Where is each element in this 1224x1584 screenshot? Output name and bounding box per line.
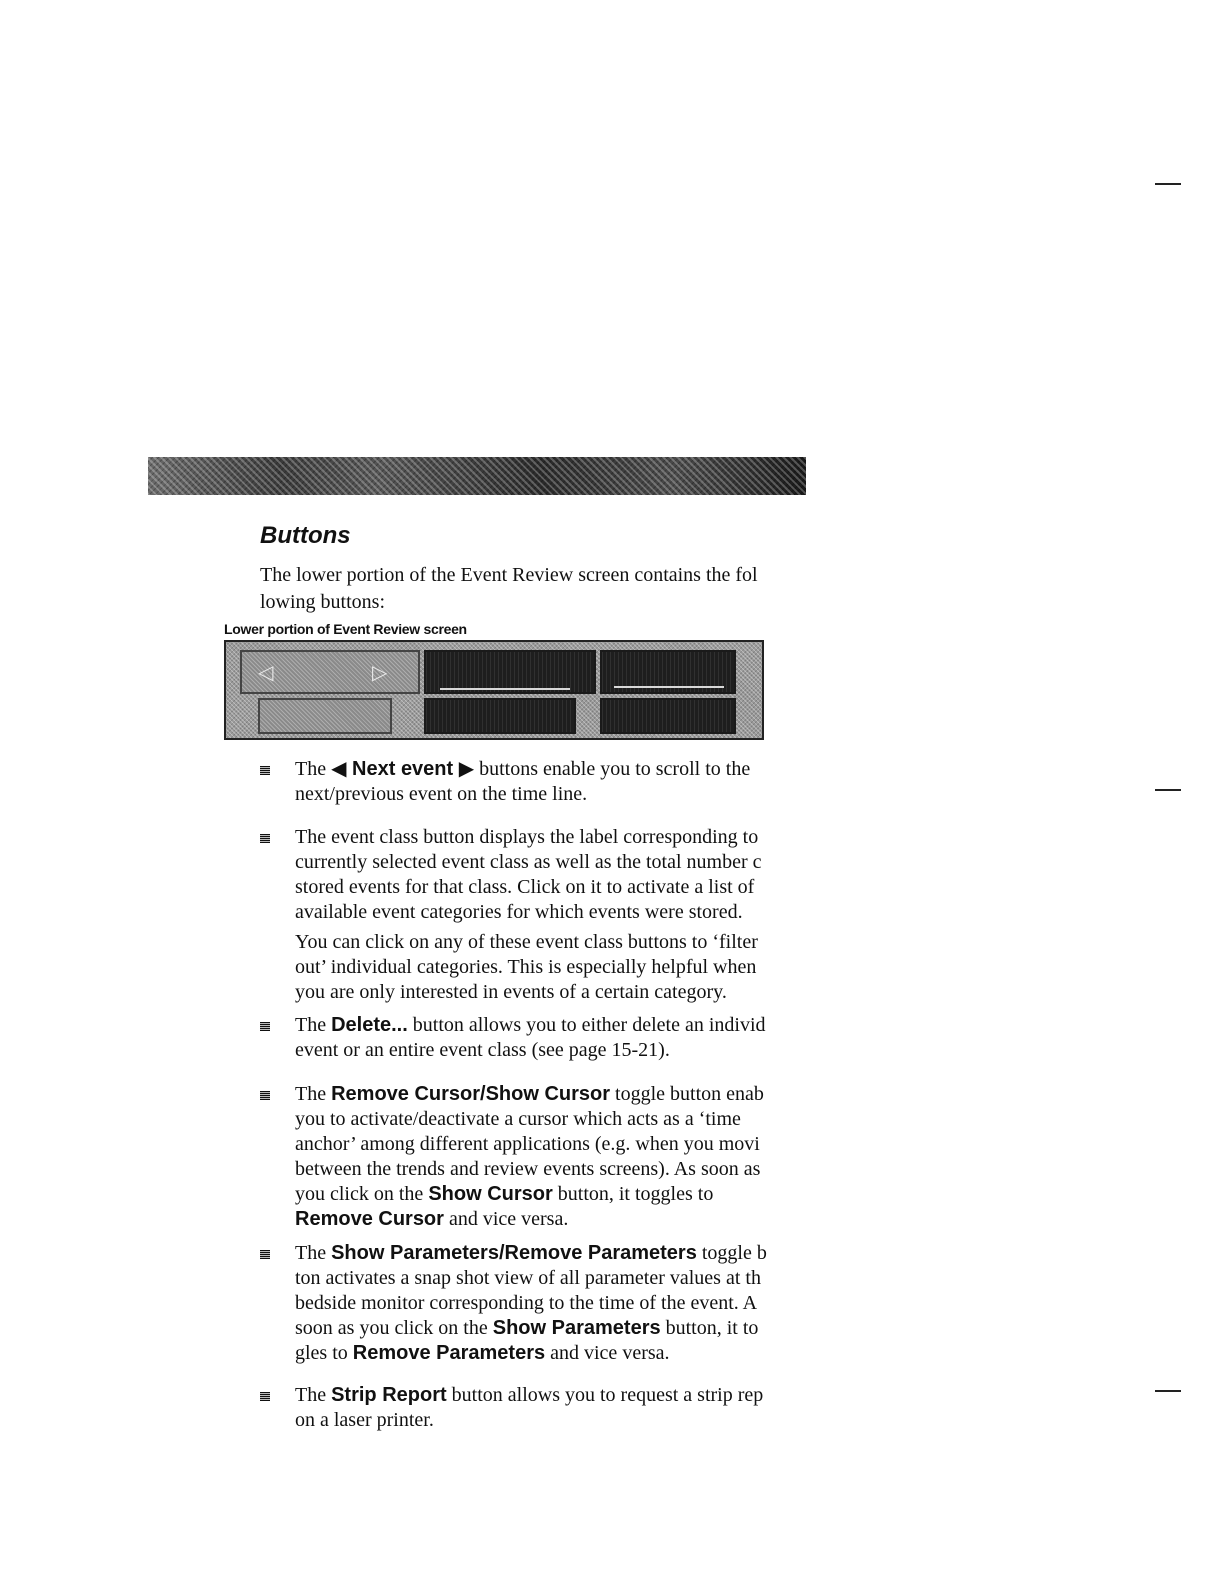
text-run: out’ individual categories. This is especially helpful when [295, 956, 757, 978]
item-line [295, 1039, 670, 1061]
item-line [295, 1108, 741, 1130]
text-run: button, it to [660, 1317, 759, 1339]
item-line [295, 876, 754, 898]
item-line [295, 981, 727, 1003]
bullet-icon [260, 1392, 270, 1401]
item-line [295, 1267, 761, 1289]
text-run: soon as you click on the [295, 1317, 493, 1339]
event-class-button[interactable] [424, 650, 596, 694]
item-line [295, 758, 750, 780]
text-run: anchor’ among different applications (e.g. when you movi [295, 1133, 760, 1155]
item-line [295, 1292, 757, 1314]
text-run: The [295, 758, 332, 780]
text-run: between the trends and review events screens). As soon as [295, 1158, 761, 1180]
bold-term: Show Cursor [428, 1183, 553, 1205]
bold-term: ◀ Next event ▶ [331, 758, 475, 780]
bold-term: Remove Cursor [295, 1208, 444, 1230]
list-item [295, 757, 815, 807]
text-run: and vice versa. [443, 1208, 569, 1230]
item-line [295, 931, 758, 953]
item-line [295, 851, 761, 873]
bold-term: Delete... [331, 1014, 408, 1036]
bold-term: Show Parameters/Remove Parameters [331, 1242, 697, 1264]
strip-report-button[interactable] [600, 698, 736, 734]
list-item [295, 1383, 815, 1433]
text-run: currently selected event class as well as the total number c [295, 851, 762, 873]
delete-button[interactable] [600, 650, 736, 694]
item-line [295, 1158, 760, 1180]
item-line [295, 1133, 760, 1155]
bullet-icon [260, 1250, 270, 1259]
margin-mark [1155, 1390, 1181, 1392]
bold-term: Show Parameters [492, 1317, 661, 1339]
bold-term: Remove Cursor/Show Cursor [331, 1083, 611, 1105]
item-line [295, 783, 587, 805]
event-review-screen-figure [224, 640, 764, 740]
text-run: gles to [295, 1342, 353, 1364]
intro-paragraph [260, 562, 820, 616]
text-run: next/previous event on the time line. [295, 783, 588, 805]
text-run: you are only interested in events of a certain category. [295, 981, 727, 1003]
text-run: The [295, 1014, 332, 1036]
item-line [295, 826, 758, 848]
text-run: on a laser printer. [295, 1409, 434, 1431]
text-run: you click on the [295, 1183, 429, 1205]
list-item [295, 930, 815, 1005]
text-run: button, it toggles to [552, 1183, 714, 1205]
text-run: toggle b [696, 1242, 767, 1264]
text-run: button allows you to request a strip rep [446, 1384, 764, 1406]
event-class-label-line [440, 688, 570, 690]
chapter-header-bar [148, 457, 806, 495]
text-run: and vice versa. [545, 1342, 670, 1364]
bullet-icon [260, 834, 270, 843]
show-cursor-button[interactable] [258, 698, 392, 734]
list-item [295, 1241, 815, 1366]
item-line [295, 1242, 767, 1264]
bullet-icon [260, 1022, 270, 1031]
text-run: you to activate/deactivate a cursor which acts as a ‘time [295, 1108, 741, 1130]
item-line [295, 956, 756, 978]
intro-line: lowing buttons: [260, 591, 386, 613]
text-run: The [295, 1083, 332, 1105]
text-run: bedside monitor corresponding to the time of the event. A [295, 1292, 758, 1314]
item-line [295, 901, 743, 923]
text-run: You can click on any of these event class buttons to ‘filter [295, 931, 758, 953]
item-line [295, 1014, 766, 1036]
text-run: The [295, 1242, 332, 1264]
figure-caption: Lower portion of Event Review screen [224, 621, 467, 637]
text-run: button allows you to either delete an individ [407, 1014, 766, 1036]
next-event-icon[interactable]: ▷ [372, 660, 388, 684]
list-item [295, 1013, 815, 1063]
text-run: available event categories for which events were stored. [295, 901, 743, 923]
text-run: The [295, 1384, 332, 1406]
item-line [295, 1083, 764, 1105]
item-line [295, 1317, 758, 1339]
bullet-icon [260, 766, 270, 775]
item-line [295, 1384, 763, 1406]
intro-line: The lower portion of the Event Review screen contains the fol [260, 564, 758, 586]
section-title: Buttons [260, 522, 351, 549]
bold-term: Remove Parameters [352, 1342, 546, 1364]
text-run: stored events for that class. Click on it to activate a list of [295, 876, 755, 898]
item-line [295, 1342, 670, 1364]
text-run: ton activates a snap shot view of all parameter values at th [295, 1267, 761, 1289]
prev-next-event-button[interactable] [240, 650, 420, 694]
previous-event-icon[interactable]: ◁ [258, 660, 274, 684]
item-line [295, 1183, 713, 1205]
margin-mark [1155, 789, 1181, 791]
text-run: toggle button enab [610, 1083, 764, 1105]
text-run: buttons enable you to scroll to the [474, 758, 751, 780]
text-run: The event class button displays the label corresponding to [295, 826, 759, 848]
item-line [295, 1409, 434, 1431]
text-run: event or an entire event class (see page 15-21). [295, 1039, 670, 1061]
bullet-icon [260, 1091, 270, 1100]
list-item [295, 1082, 815, 1232]
bold-term: Strip Report [331, 1384, 447, 1406]
show-parameters-button[interactable] [424, 698, 576, 734]
list-item [295, 825, 815, 925]
margin-mark [1155, 183, 1181, 185]
delete-label-line [614, 686, 724, 688]
item-line [295, 1208, 568, 1230]
